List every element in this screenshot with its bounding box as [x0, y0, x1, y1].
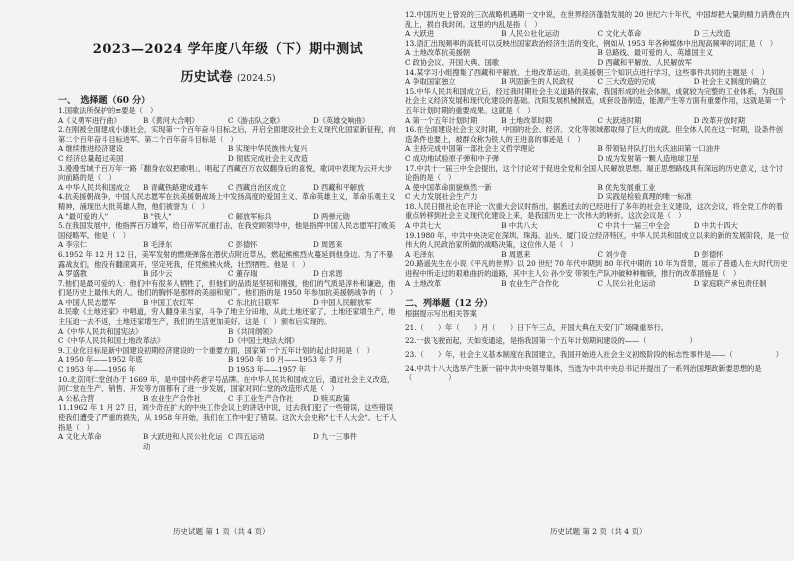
option-item: A 主持完成中国第一部社会主义哲学理论 [405, 144, 535, 154]
option-item: A 中国人民志愿军 [58, 297, 116, 307]
fill-question-list [405, 323, 790, 383]
question-text: 8.民歌《土地还家》中唱道，穷人翻身来当家，斗争了地主分田地，从此土地还家了，土地还家增生产，地主压迫一去不返，土地还家增生产，我们的生活更加美好。这是（ ）颁布后实现的。 [58, 307, 396, 327]
option-item: D 成为发射第一颗人造地球卫星 [597, 153, 699, 163]
question-options [58, 298, 398, 308]
question-text: 11.1962 年 1 月 27 日，刘少奇在扩大的中央工作会议上的讲话中说，过去我们犯了一些错误，这些错误使我们遭受了严重的损失，从 1958 年开始，我们在工作中犯了错误。这次大会史称"七千人大会"。七千人指是（ ） [58, 403, 397, 432]
question-options [58, 240, 398, 250]
question-options [58, 394, 398, 404]
option-item: B 大跃进和人民公社化运动 [143, 432, 223, 451]
page-footer-left: 历史试题 第 1 页（共 4 页） [173, 527, 270, 536]
option-item: B 周恩来 [501, 249, 531, 259]
option-item: C 1953 年——1956 年 [58, 365, 136, 375]
option-item: C 文化大革命 [597, 29, 642, 39]
option-item: A 土地改革 [405, 278, 442, 288]
option-item: A 公私合营 [58, 393, 95, 403]
option-item: C 大跃进时期 [597, 115, 642, 125]
option-item: A 文化大革命 [58, 432, 102, 442]
question-text: 20.路遥先生在小说《平凡的世界》以 20 世纪 70 年代中期到 80 年代中期的 10 年为背景，展示了普通人在大时代历史进程中所走过的艰难曲折的道路，其中主人公 孙少安 带领生产队冲破种种枷锁，推行的改革措施是（ ） [405, 259, 788, 279]
question-text: 19.1980 年，中共中央决定在深圳、珠海、汕头、厦门设立经济特区，中华人民共和国成立以来的新的发展阶段，是一位伟大的人民政治家所做的战略决策，这位伟人是（ ） [405, 230, 790, 250]
section-list-heading: 二、列举题（12 分） [405, 299, 493, 310]
option-item: C 手工业生产合作社 [228, 393, 294, 403]
option-item: C 西藏自治区成立 [228, 182, 287, 192]
page-footer-right: 历史试题 第 2 页（共 4 页） [550, 527, 647, 536]
question-text: 16.在全面建设社会主义时期，中国的社会、经济、文化等领域都取得了巨大的成就。但全体人民在这一时期，设条件创造条件也要上，被群众称为铁人的王进喜的事迹是（ ） [405, 125, 783, 144]
question-text: 2.在刚被全面建成小康社会，实现第一个百年奋斗目标之后，开启全面建设社会主义现代化国家新征程，向第二个百年奋斗目标进军。第二个百年奋斗目标是（ ） [58, 125, 396, 144]
question-options [58, 432, 398, 451]
option-item: C 成功地试验原子弹和中子弹 [405, 153, 500, 163]
option-item: C 四五运动 [228, 432, 265, 442]
question-text: 1.国歌法所保护的≡要是（ ） [58, 106, 158, 115]
option-item: B 中共八大 [501, 221, 538, 231]
question-options [405, 250, 790, 260]
question-text: 18.人民日报社论在评论一次重大会议时指出，据悉过去的已经进行了多年的社会主义建设，这次会议，将全党工作的着重点转移到社会主义现代化建设上来，是我国历史上一次伟大的转折。这次会议是（ ） [405, 201, 783, 221]
option-item: C 解放军标兵 [228, 211, 272, 221]
fill-question: 22.一拔飞驶而起，天如变通途，是指我国第一个五年计划期间建设的——（ ） [405, 336, 697, 346]
option-item: C 三大改造的完成 [597, 77, 656, 87]
option-item: D 彭德怀 [693, 249, 724, 259]
option-item: A《义勇军进行曲》 [58, 115, 121, 125]
option-item: A "最可爱的人" [58, 211, 109, 221]
question-options [58, 212, 398, 222]
option-item: B 土地改革时期 [501, 115, 552, 125]
question-options [405, 279, 790, 289]
header [58, 38, 398, 85]
question-text: 14.某学习小组搜集了西藏和平解放、土地改革运动、抗美援朝三个知识点进行学习，这些事件共同的主题是（ ） [405, 67, 769, 77]
option-item: D《英雄交响曲》 [313, 115, 370, 125]
option-item: D 实践是检验真理的唯一标准 [597, 192, 692, 202]
option-item: B 青藏铁路建成通车 [143, 182, 209, 192]
option-item: C 人民公社化运动 [597, 278, 656, 288]
option-item: D 中共十四大 [693, 221, 738, 231]
option-item: D 社会主义制度的确立 [693, 77, 767, 87]
option-item: B 邱少云 [143, 269, 173, 279]
right-question-list [405, 10, 790, 288]
option-item: C 东北抗日联军 [228, 297, 279, 307]
left-question-list [58, 106, 398, 451]
right-column [405, 0, 790, 561]
option-item: D 彻底完成社会主义改造 [228, 153, 308, 163]
option-item: B 中国工农红军 [143, 297, 194, 307]
question-text: 7.他们是最可爱的人：他们中有很多人牺牲了，但他们的品质是坚韧和刚强，他们的气质是淳朴和谦逊，他们是历史上最伟大的人。他们的胸怀是那样的美丽和宽广。他们指的是 1950 年参加抗美援朝战争的（ ） [58, 278, 398, 298]
question-options [405, 29, 790, 39]
section-list-intro: 根据提示写出相关答案 [405, 309, 477, 319]
option-item: D 白求恩 [313, 269, 343, 279]
question-text: 6.1952 年 12 月 12 日，美军发射的燃烧弹落在潜伏点附近草丛，燃起熊熊烈火蔓延到他身边。为了不暴露战友们，他没有翻滚离开，坚定死我，任凭熊熊火烧，壮烈牺牲。他是（ ） [58, 249, 394, 269]
question-options [58, 269, 398, 279]
option-item: A 中共七大 [405, 221, 442, 231]
subject-title: 历史试卷 [180, 70, 233, 85]
option-item: A 大跃进 [405, 29, 435, 39]
question-options [58, 327, 398, 346]
question-text: 9.工业化目标是新中国建设初期经济建设的一个重要方面，国家第一个五年计划的起止时间是（ ） [58, 345, 374, 355]
question-text: 3.漫漫雪域千百万年一路「翻身农奴把歌唱」，唱起了西藏百万农奴翻身后的喜悦，歌词中表现为云开大步向前路的是（ ） [58, 163, 392, 183]
option-item: B 实现中华民族伟大复兴 [228, 144, 308, 154]
fill-question: 21.（ ）年（ ）月（ ）日下午三点，开国大典在天安门广场隆重举行。 [405, 322, 668, 332]
question-text: 10.北京同仁堂创办于 1669 年，是中国中药老字号品牌。在中华人民共和国成立后，通过社会主义改造，同仁堂在生产、销售、开发等方面都有了进一步发展，国家对同仁堂的改造形式是（ ） [58, 374, 395, 394]
option-item: C《中华人民共和国土地改革法》 [58, 336, 165, 346]
option-item: B 优先发展重工业 [597, 182, 656, 192]
option-item: C 经济总量超过美国 [58, 153, 124, 163]
exam-date: (2024.5) [237, 74, 276, 84]
left-column [58, 0, 398, 561]
option-item: A 毛泽东 [405, 249, 435, 259]
option-item: A 争取国家独立 [405, 77, 456, 87]
option-item: A 中华人民共和国成立 [58, 182, 131, 192]
question-options [405, 183, 790, 202]
option-item: B 农业生产合作社 [143, 393, 201, 403]
option-item: A《中华人民共和国宪法》 [58, 326, 143, 336]
fill-question: 24.中共十八大选举产生新一届中共中央领导集体，当选为中共中央总书记并提出了一系列治国理政新要思想的是（ ） [405, 363, 762, 383]
option-item: A 土地改革抗美援朝 [405, 48, 470, 58]
option-item: A 继续推进经济建设 [58, 144, 123, 154]
option-item: B "铁人" [143, 211, 172, 221]
option-item: D《中国土地法大纲》 [228, 336, 299, 346]
exam-title: 2023—2024 学年度八年级（下）期中测试 [92, 42, 364, 57]
option-item: A 1950 年——1952 年底 [58, 355, 143, 365]
question-options [58, 183, 398, 193]
question-options [405, 116, 790, 126]
option-item: B 人民公社化运动 [501, 29, 560, 39]
option-item: B 毛泽东 [143, 240, 173, 250]
option-item: A 第一个五年计划时期 [405, 115, 478, 125]
option-item: A 罗盛教 [58, 269, 88, 279]
option-item: C《游击队之歌》 [228, 115, 284, 125]
option-item: B 巩固新生的人民政权 [501, 77, 574, 87]
option-item: C 政协会议、开国大典、国歌 [405, 57, 500, 67]
question-options [58, 116, 398, 126]
option-item: C 彭德怀 [228, 240, 258, 250]
option-item: C 中共十一届三中全会 [597, 221, 670, 231]
question-options [58, 355, 398, 374]
option-item: D 家庭联产承包责任制 [693, 278, 767, 288]
option-item: D 中国人民解放军 [313, 297, 372, 307]
question-options [405, 48, 790, 67]
option-item: C 大力发展社会生产力 [405, 192, 478, 202]
option-item: D 两弹元勋 [313, 211, 350, 221]
option-item: C 董存瑞 [228, 269, 258, 279]
option-item: B 农业生产合作化 [501, 278, 560, 288]
question-text: 15.中华人民共和国成立后，经过我时期社会主义道路的探索，我国形成的社会体制，成就较为完整的工业体系，为我国社会主义经济发展和现代化建设的基础。沈阳发展机械制造，成套设备制造，能源产生等方面有重要作用，这就是第一个五年计划时期的重要成果。这就是（ ） [405, 86, 786, 115]
option-item: D 西藏和平解放 [313, 182, 365, 192]
option-item: D 周恩来 [313, 240, 343, 250]
option-item: B《黄河大合唱》 [143, 115, 199, 125]
question-text: 4.抗美援朝战争，中国人民志愿军在抗美援朝战场上中发扬高度的爱国主义、革命英雄主义，革命乐观主义精神，涌现出大批英雄人物，他们被誉为（ ） [58, 192, 396, 211]
option-item: B 总路线、最可爱的人、英雄国主义 [597, 48, 713, 58]
option-item: D 改革开放时期 [693, 115, 745, 125]
option-item: B《共同纲领》 [228, 326, 277, 336]
question-text: 5.在我国发展中，他指挥百万雄军，给日帝军沉重打击，在我党顾领导中，他是指挥中国人民志愿军打败美国侵略军。他是（ ） [58, 221, 396, 240]
fill-question: 23.（ ）年，社会主义基本制度在我国建立，我国开始进入社会主义初级阶段的标志性事件是——（ ） [405, 350, 783, 359]
option-item: B 1950 年 10 月——1953 年 7 月 [228, 355, 343, 365]
option-item: B 带领钻井队打出大庆油田第一口油井 [597, 144, 721, 154]
option-item: C 刘少奇 [597, 249, 627, 259]
question-text: 13.语汇出现频率的高低可以反映出国家政治经济生活的变化，例如从 1953 年各种媒体中出现高频率的词汇是（ ） [405, 38, 778, 48]
option-item: D 三大改造 [693, 29, 731, 39]
question-options [405, 77, 790, 87]
question-text: 12.中国历史上曾说的三次战略机遇期一文中说，在世界经济蓬勃发展的 20 世纪六十年代，中国却把大量的精力消费在内乱上，损自我封闭。这里的内乱是指（ ） [405, 10, 790, 29]
section-choice-heading: 一、 选择题（60 分） [58, 96, 151, 106]
question-options [405, 144, 790, 163]
option-item: A 使中国革命面貌焕然一新 [405, 182, 492, 192]
option-item: D 九一三事件 [313, 432, 357, 442]
exam-subtitle [58, 66, 398, 85]
option-item: D 西藏和平解放、人民解放军 [597, 57, 692, 67]
option-item: D 1953 年——1957 年 [228, 365, 306, 375]
question-text: 17.中共十一届三中全会提出，这个讨论对于促进全党和全国人民解放思想、端正思想路线具有深远的历史意义，这个讨论指的是（ ） [405, 163, 783, 183]
option-item: D 赎买政策 [313, 393, 350, 403]
question-options [405, 221, 790, 231]
option-item: A 李宗仁 [58, 240, 88, 250]
question-options [58, 144, 398, 163]
